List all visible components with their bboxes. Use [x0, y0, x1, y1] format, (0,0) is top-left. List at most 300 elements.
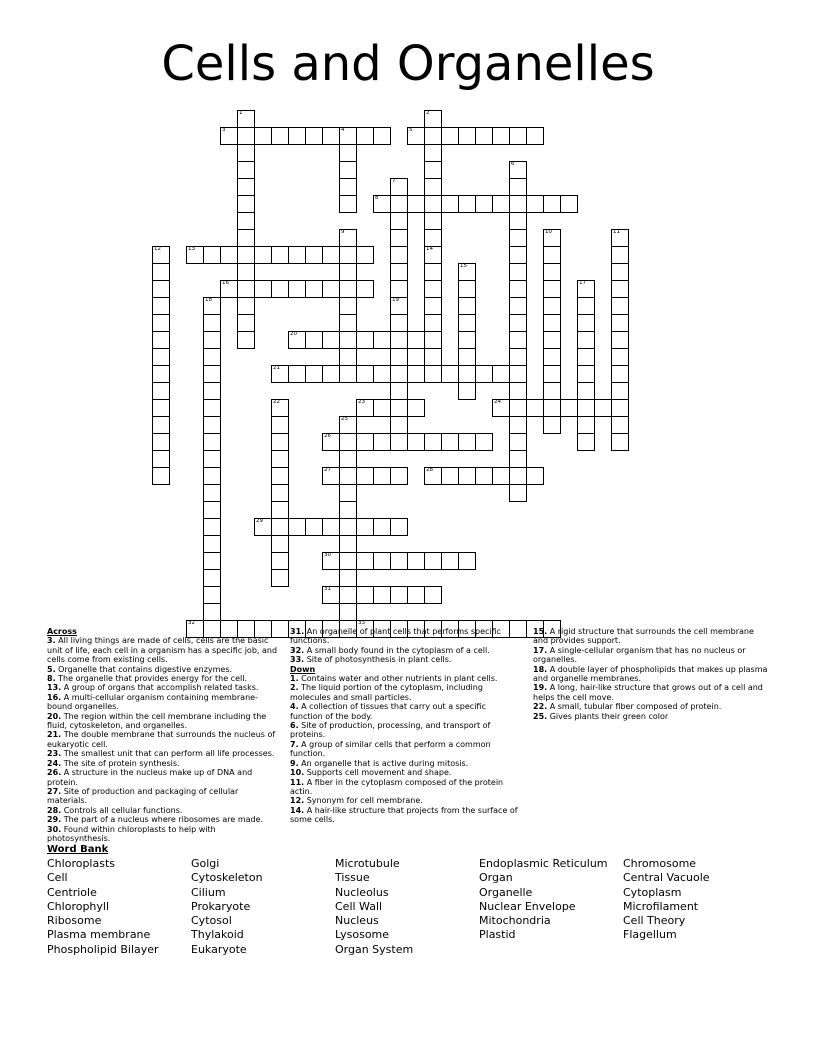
grid-cell[interactable] [203, 535, 221, 553]
grid-cell[interactable] [203, 246, 221, 264]
grid-cell[interactable] [203, 399, 221, 417]
grid-cell[interactable] [305, 246, 323, 264]
grid-cell[interactable] [475, 433, 493, 451]
grid-cell[interactable] [322, 518, 340, 536]
grid-cell[interactable] [220, 246, 238, 264]
grid-cell[interactable] [577, 280, 595, 298]
grid-cell[interactable] [390, 280, 408, 298]
grid-cell[interactable] [458, 297, 476, 315]
grid-cell[interactable] [254, 518, 272, 536]
grid-cell[interactable] [339, 518, 357, 536]
grid-cell[interactable] [424, 586, 442, 604]
grid-cell[interactable] [152, 382, 170, 400]
grid-cell[interactable] [390, 297, 408, 315]
grid-cell[interactable] [203, 586, 221, 604]
grid-cell[interactable] [203, 416, 221, 434]
grid-cell[interactable] [458, 348, 476, 366]
grid-cell[interactable] [458, 263, 476, 281]
grid-cell[interactable] [339, 144, 357, 162]
grid-cell[interactable] [424, 467, 442, 485]
grid-cell[interactable] [356, 518, 374, 536]
grid-cell[interactable] [271, 280, 289, 298]
grid-cell[interactable] [458, 280, 476, 298]
grid-cell[interactable] [339, 535, 357, 553]
grid-cell[interactable] [203, 297, 221, 315]
grid-cell[interactable] [543, 229, 561, 247]
grid-cell[interactable] [543, 331, 561, 349]
grid-cell[interactable] [543, 195, 561, 213]
grid-cell[interactable] [509, 365, 527, 383]
grid-cell[interactable] [373, 331, 391, 349]
grid-cell[interactable] [339, 195, 357, 213]
grid-cell[interactable] [271, 246, 289, 264]
grid-cell[interactable] [339, 127, 357, 145]
grid-cell[interactable] [611, 416, 629, 434]
grid-cell[interactable] [543, 246, 561, 264]
grid-cell[interactable] [492, 365, 510, 383]
grid-cell[interactable] [441, 433, 459, 451]
grid-cell[interactable] [152, 433, 170, 451]
grid-cell[interactable] [356, 433, 374, 451]
grid-cell[interactable] [509, 450, 527, 468]
grid-cell[interactable] [237, 127, 255, 145]
grid-cell[interactable] [611, 280, 629, 298]
grid-cell[interactable] [424, 348, 442, 366]
grid-cell[interactable] [509, 433, 527, 451]
grid-cell[interactable] [577, 416, 595, 434]
grid-cell[interactable] [611, 314, 629, 332]
grid-cell[interactable] [322, 365, 340, 383]
grid-cell[interactable] [526, 195, 544, 213]
grid-cell[interactable] [288, 246, 306, 264]
grid-cell[interactable] [152, 399, 170, 417]
grid-cell[interactable] [611, 246, 629, 264]
grid-cell[interactable] [611, 433, 629, 451]
grid-cell[interactable] [390, 518, 408, 536]
grid-cell[interactable] [271, 127, 289, 145]
grid-cell[interactable] [237, 331, 255, 349]
grid-cell[interactable] [509, 467, 527, 485]
grid-cell[interactable] [458, 433, 476, 451]
grid-cell[interactable] [390, 365, 408, 383]
grid-cell[interactable] [339, 229, 357, 247]
word-bank-column [47, 857, 191, 957]
grid-cell[interactable] [475, 365, 493, 383]
grid-cell[interactable] [509, 229, 527, 247]
grid-cell[interactable] [152, 467, 170, 485]
clue-text: Contains water and other nutrients in plant cells. [298, 674, 498, 684]
grid-cell[interactable] [203, 484, 221, 502]
grid-cell[interactable] [271, 569, 289, 587]
grid-cell[interactable] [356, 280, 374, 298]
grid-cell[interactable] [509, 382, 527, 400]
grid-cell[interactable] [441, 195, 459, 213]
grid-cell[interactable] [560, 399, 578, 417]
grid-cell[interactable] [152, 365, 170, 383]
grid-cell[interactable] [424, 314, 442, 332]
grid-cell[interactable] [152, 263, 170, 281]
grid-cell[interactable] [543, 365, 561, 383]
grid-cell[interactable] [339, 501, 357, 519]
grid-cell[interactable] [424, 144, 442, 162]
grid-cell[interactable] [237, 246, 255, 264]
grid-cell[interactable] [492, 467, 510, 485]
grid-cell[interactable] [339, 416, 357, 434]
grid-cell[interactable] [475, 195, 493, 213]
grid-cell[interactable] [509, 246, 527, 264]
grid-cell[interactable] [356, 331, 374, 349]
grid-cell[interactable] [509, 263, 527, 281]
grid-cell[interactable] [356, 467, 374, 485]
grid-cell[interactable] [594, 399, 612, 417]
grid-cell[interactable] [271, 501, 289, 519]
grid-cell[interactable] [339, 603, 357, 621]
grid-cell[interactable] [611, 331, 629, 349]
grid-cell[interactable] [424, 246, 442, 264]
grid-cell[interactable] [577, 382, 595, 400]
grid-cell[interactable] [203, 348, 221, 366]
grid-cell[interactable] [407, 365, 425, 383]
grid-cell[interactable] [424, 110, 442, 128]
clue-number-label: 7. [290, 739, 299, 749]
grid-cell[interactable] [407, 586, 425, 604]
grid-cell[interactable] [475, 467, 493, 485]
grid-cell[interactable] [475, 127, 493, 145]
grid-cell[interactable] [509, 416, 527, 434]
grid-cell[interactable] [611, 297, 629, 315]
grid-cell[interactable] [356, 246, 374, 264]
grid-cell[interactable] [339, 433, 357, 451]
word-bank-word: Eukaryote [191, 942, 247, 956]
grid-cell[interactable] [373, 399, 391, 417]
grid-cell[interactable] [339, 450, 357, 468]
grid-cell[interactable] [339, 297, 357, 315]
grid-cell[interactable] [407, 127, 425, 145]
clue-number: 7 [392, 178, 396, 184]
grid-cell[interactable] [152, 416, 170, 434]
word-bank-word: Golgi [191, 857, 220, 870]
grid-cell[interactable] [203, 450, 221, 468]
grid-cell[interactable] [305, 518, 323, 536]
grid-cell[interactable] [288, 331, 306, 349]
grid-cell[interactable] [254, 127, 272, 145]
grid-cell[interactable] [577, 433, 595, 451]
clue-number: 32 [188, 620, 195, 626]
grid-cell[interactable] [220, 280, 238, 298]
grid-cell[interactable] [339, 586, 357, 604]
grid-cell[interactable] [288, 127, 306, 145]
grid-cell[interactable] [237, 229, 255, 247]
grid-cell[interactable] [407, 331, 425, 349]
clue-number: 13 [188, 246, 195, 252]
grid-cell[interactable] [509, 484, 527, 502]
grid-cell[interactable] [577, 399, 595, 417]
grid-cell[interactable] [526, 399, 544, 417]
grid-cell[interactable] [288, 365, 306, 383]
grid-cell[interactable] [424, 331, 442, 349]
grid-cell[interactable] [237, 161, 255, 179]
grid-cell[interactable] [390, 195, 408, 213]
grid-cell[interactable] [152, 348, 170, 366]
grid-cell[interactable] [203, 569, 221, 587]
grid-cell[interactable] [152, 331, 170, 349]
across-clue-list [47, 636, 279, 843]
grid-cell[interactable] [424, 263, 442, 281]
grid-cell[interactable] [237, 144, 255, 162]
grid-cell[interactable] [458, 467, 476, 485]
word-bank-word: Cytoskeleton [191, 871, 263, 885]
grid-cell[interactable] [152, 450, 170, 468]
grid-cell[interactable] [339, 365, 357, 383]
grid-cell[interactable] [203, 603, 221, 621]
grid-cell[interactable] [543, 280, 561, 298]
grid-cell[interactable] [509, 212, 527, 230]
grid-cell[interactable] [271, 467, 289, 485]
grid-cell[interactable] [509, 331, 527, 349]
grid-cell[interactable] [373, 552, 391, 570]
grid-cell[interactable] [424, 195, 442, 213]
grid-cell[interactable] [356, 127, 374, 145]
grid-cell[interactable] [220, 127, 238, 145]
grid-cell[interactable] [560, 195, 578, 213]
grid-cell[interactable] [356, 586, 374, 604]
grid-cell[interactable] [373, 433, 391, 451]
grid-cell[interactable] [441, 365, 459, 383]
grid-cell[interactable] [322, 433, 340, 451]
grid-cell[interactable] [611, 348, 629, 366]
grid-cell[interactable] [577, 365, 595, 383]
down-clue [290, 796, 518, 805]
grid-cell[interactable] [509, 178, 527, 196]
grid-cell[interactable] [237, 314, 255, 332]
grid-cell[interactable] [237, 280, 255, 298]
grid-cell[interactable] [203, 314, 221, 332]
grid-cell[interactable] [152, 280, 170, 298]
grid-cell[interactable] [390, 314, 408, 332]
grid-cell[interactable] [322, 552, 340, 570]
grid-cell[interactable] [186, 246, 204, 264]
grid-cell[interactable] [611, 382, 629, 400]
grid-cell[interactable] [390, 178, 408, 196]
grid-cell[interactable] [237, 212, 255, 230]
clue-number-label: 23. [47, 749, 62, 759]
grid-cell[interactable] [492, 399, 510, 417]
grid-cell[interactable] [390, 416, 408, 434]
grid-cell[interactable] [424, 433, 442, 451]
grid-cell[interactable] [424, 229, 442, 247]
grid-cell[interactable] [288, 518, 306, 536]
grid-cell[interactable] [441, 127, 459, 145]
grid-cell[interactable] [271, 535, 289, 553]
grid-cell[interactable] [407, 552, 425, 570]
grid-cell[interactable] [509, 280, 527, 298]
grid-cell[interactable] [390, 382, 408, 400]
grid-cell[interactable] [543, 314, 561, 332]
grid-cell[interactable] [339, 331, 357, 349]
grid-cell[interactable] [271, 552, 289, 570]
grid-cell[interactable] [424, 127, 442, 145]
grid-cell[interactable] [577, 331, 595, 349]
grid-cell[interactable] [203, 501, 221, 519]
grid-cell[interactable] [390, 552, 408, 570]
grid-cell[interactable] [390, 246, 408, 264]
grid-cell[interactable] [458, 382, 476, 400]
grid-cell[interactable] [322, 280, 340, 298]
grid-cell[interactable] [543, 263, 561, 281]
grid-cell[interactable] [458, 195, 476, 213]
grid-cell[interactable] [339, 161, 357, 179]
grid-cell[interactable] [424, 365, 442, 383]
grid-cell[interactable] [543, 348, 561, 366]
grid-cell[interactable] [424, 297, 442, 315]
grid-cell[interactable] [390, 467, 408, 485]
grid-cell[interactable] [509, 314, 527, 332]
grid-cell[interactable] [254, 280, 272, 298]
grid-cell[interactable] [577, 314, 595, 332]
grid-cell[interactable] [356, 365, 374, 383]
grid-cell[interactable] [509, 399, 527, 417]
grid-cell[interactable] [543, 416, 561, 434]
grid-cell[interactable] [577, 297, 595, 315]
grid-cell[interactable] [424, 178, 442, 196]
grid-cell[interactable] [543, 399, 561, 417]
grid-cell[interactable] [543, 382, 561, 400]
grid-cell[interactable] [509, 297, 527, 315]
grid-cell[interactable] [203, 365, 221, 383]
grid-cell[interactable] [407, 433, 425, 451]
grid-cell[interactable] [390, 586, 408, 604]
grid-cell[interactable] [492, 127, 510, 145]
grid-cell[interactable] [373, 586, 391, 604]
grid-cell[interactable] [271, 518, 289, 536]
grid-cell[interactable] [322, 586, 340, 604]
grid-cell[interactable] [322, 127, 340, 145]
grid-cell[interactable] [339, 246, 357, 264]
grid-cell[interactable] [288, 280, 306, 298]
grid-cell[interactable] [203, 467, 221, 485]
grid-cell[interactable] [339, 467, 357, 485]
grid-cell[interactable] [492, 195, 510, 213]
clue-number-label: 8. [47, 674, 56, 684]
grid-cell[interactable] [339, 314, 357, 332]
grid-cell[interactable] [305, 331, 323, 349]
clue-text: Synonym for cell membrane. [304, 796, 423, 806]
grid-cell[interactable] [509, 195, 527, 213]
grid-cell[interactable] [407, 399, 425, 417]
grid-cell[interactable] [271, 365, 289, 383]
grid-cell[interactable] [458, 552, 476, 570]
grid-cell[interactable] [322, 467, 340, 485]
grid-cell[interactable] [271, 433, 289, 451]
grid-cell[interactable] [339, 178, 357, 196]
grid-cell[interactable] [509, 127, 527, 145]
grid-cell[interactable] [203, 331, 221, 349]
grid-cell[interactable] [339, 569, 357, 587]
grid-cell[interactable] [152, 314, 170, 332]
grid-cell[interactable] [322, 331, 340, 349]
grid-cell[interactable] [424, 552, 442, 570]
grid-cell[interactable] [339, 263, 357, 281]
grid-cell[interactable] [152, 297, 170, 315]
grid-cell[interactable] [390, 331, 408, 349]
grid-cell[interactable] [356, 399, 374, 417]
grid-cell[interactable] [271, 416, 289, 434]
grid-cell[interactable] [407, 195, 425, 213]
grid-cell[interactable] [373, 365, 391, 383]
grid-cell[interactable] [305, 365, 323, 383]
grid-cell[interactable] [543, 297, 561, 315]
grid-cell[interactable] [237, 263, 255, 281]
grid-cell[interactable] [458, 314, 476, 332]
grid-cell[interactable] [373, 518, 391, 536]
grid-cell[interactable] [203, 382, 221, 400]
grid-cell[interactable] [424, 280, 442, 298]
clue-number-label: 16. [47, 692, 62, 702]
grid-cell[interactable] [441, 552, 459, 570]
grid-cell[interactable] [271, 484, 289, 502]
grid-cell[interactable] [203, 552, 221, 570]
clue-number: 3 [222, 127, 226, 133]
grid-cell[interactable] [611, 263, 629, 281]
grid-cell[interactable] [271, 399, 289, 417]
grid-cell[interactable] [509, 348, 527, 366]
grid-cell[interactable] [611, 365, 629, 383]
grid-cell[interactable] [458, 365, 476, 383]
grid-cell[interactable] [373, 467, 391, 485]
grid-cell[interactable] [577, 348, 595, 366]
grid-cell[interactable] [237, 110, 255, 128]
grid-cell[interactable] [322, 246, 340, 264]
grid-cell[interactable] [339, 280, 357, 298]
grid-cell[interactable] [356, 552, 374, 570]
grid-cell[interactable] [458, 331, 476, 349]
clue-text: A long, hair-like structure that grows out of a cell and helps the cell move. [533, 683, 763, 702]
grid-cell[interactable] [254, 246, 272, 264]
grid-cell[interactable] [271, 450, 289, 468]
grid-cell[interactable] [203, 433, 221, 451]
grid-cell[interactable] [611, 229, 629, 247]
grid-cell[interactable] [339, 348, 357, 366]
grid-cell[interactable] [424, 212, 442, 230]
grid-cell[interactable] [526, 467, 544, 485]
grid-cell[interactable] [390, 229, 408, 247]
grid-cell[interactable] [152, 246, 170, 264]
grid-cell[interactable] [373, 195, 391, 213]
grid-cell[interactable] [526, 127, 544, 145]
grid-cell[interactable] [339, 552, 357, 570]
grid-cell[interactable] [509, 161, 527, 179]
clue-text: The region within the cell membrane including the fluid, cytoskeleton, and organelles. [47, 711, 267, 731]
grid-cell[interactable] [339, 484, 357, 502]
grid-cell[interactable] [237, 178, 255, 196]
across-clue [47, 730, 279, 749]
grid-cell[interactable] [237, 195, 255, 213]
grid-cell[interactable] [373, 127, 391, 145]
grid-cell[interactable] [390, 263, 408, 281]
grid-cell[interactable] [390, 212, 408, 230]
grid-cell[interactable] [390, 348, 408, 366]
grid-cell[interactable] [305, 127, 323, 145]
grid-cell[interactable] [441, 467, 459, 485]
grid-cell[interactable] [203, 518, 221, 536]
grid-cell[interactable] [458, 127, 476, 145]
grid-cell[interactable] [390, 399, 408, 417]
grid-cell[interactable] [390, 433, 408, 451]
grid-cell[interactable] [237, 297, 255, 315]
grid-cell[interactable] [305, 280, 323, 298]
grid-cell[interactable] [611, 399, 629, 417]
grid-cell[interactable] [424, 161, 442, 179]
